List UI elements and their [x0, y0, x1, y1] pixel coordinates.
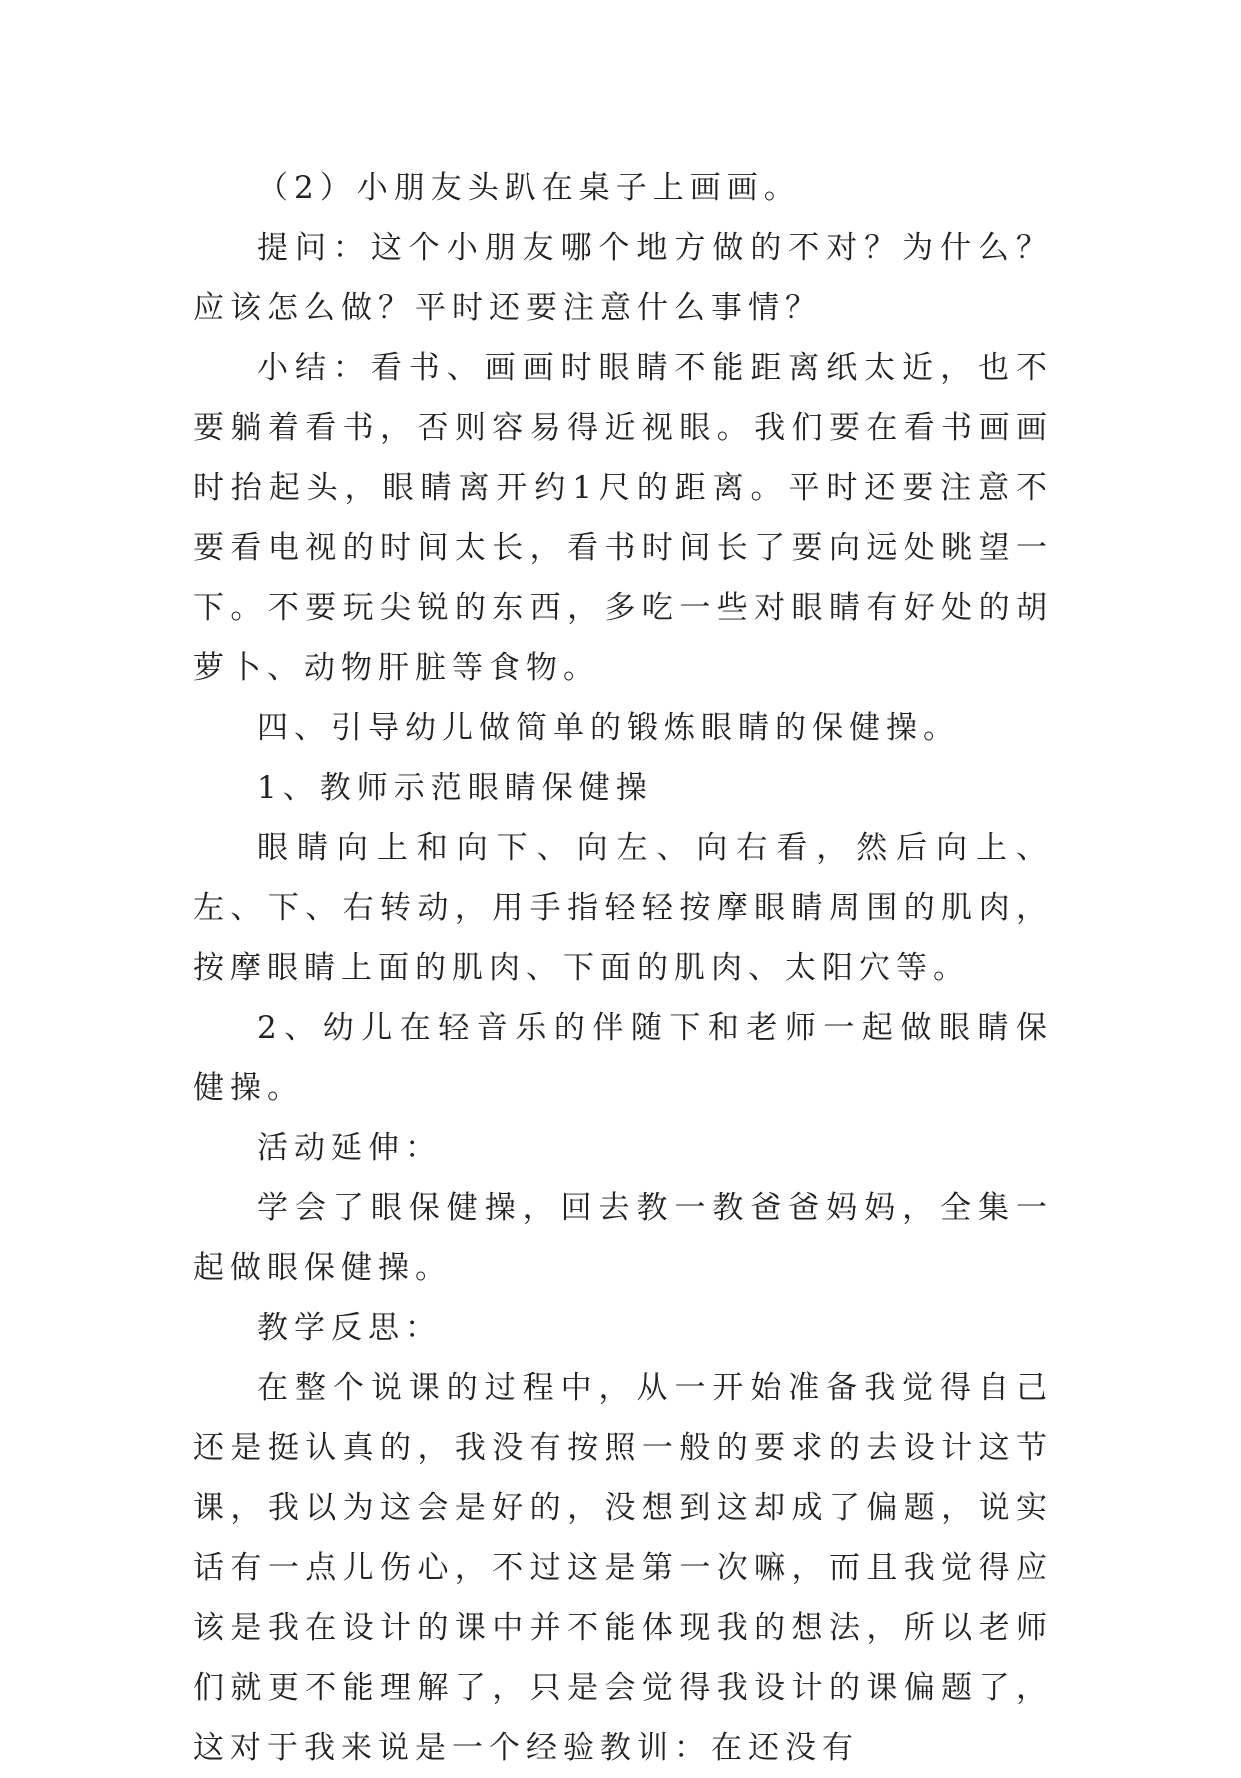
- paragraph-section-four: 四、引导幼儿做简单的锻炼眼睛的保健操。: [257, 710, 960, 746]
- paragraph-summary: 小结：看书、画画时眼睛不能距离纸太近，也不要躺着看书，否则容易得近视眼。我们要在看书画画时抬起头，眼睛离开约1尺的距离。平时还要注意不要看电视的时间太长，看书时间长了要向远处眺望一下。不要玩尖锐的东西，多吃一些对眼睛有好处的胡萝卜、动物肝脏等食物。: [193, 350, 1053, 686]
- document-body: [193, 158, 1053, 1778]
- paragraph-extension: 学会了眼保健操，回去教一教爸爸妈妈，全集一起做眼保健操。: [193, 1190, 1053, 1286]
- paragraph-reflection-heading: 教学反思：: [257, 1310, 442, 1346]
- paragraph-teacher-demo: 1、教师示范眼睛保健操: [257, 770, 653, 806]
- paragraph-eye-exercise: 眼睛向上和向下、向左、向右看，然后向上、左、下、右转动，用手指轻轻按摩眼睛周围的肌肉，按摩眼睛上面的肌肉、下面的肌肉、太阳穴等。: [193, 830, 1053, 986]
- paragraph-extension-heading: 活动延伸：: [257, 1130, 442, 1166]
- paragraph-reflection: 在整个说课的过程中，从一开始准备我觉得自己还是挺认真的，我没有按照一般的要求的去设计这节课，我以为这会是好的，没想到这却成了偏题，说实话有一点儿伤心，不过这是第一次嘛，而且我觉得应该是我在设计的课中并不能体现我的想法，所以老师们就更不能理解了，只是会觉得我设计的课偏题了，这对于我来说是一个经验教训：在还没有: [193, 1370, 1053, 1766]
- paragraph-question-2: （2）小朋友头趴在桌子上画画。: [257, 170, 801, 206]
- paragraph-ask: 提问：这个小朋友哪个地方做的不对？为什么？应该怎么做？平时还要注意什么事情？: [193, 230, 1053, 326]
- paragraph-children-exercise: 2、幼儿在轻音乐的伴随下和老师一起做眼睛保健操。: [193, 1010, 1053, 1106]
